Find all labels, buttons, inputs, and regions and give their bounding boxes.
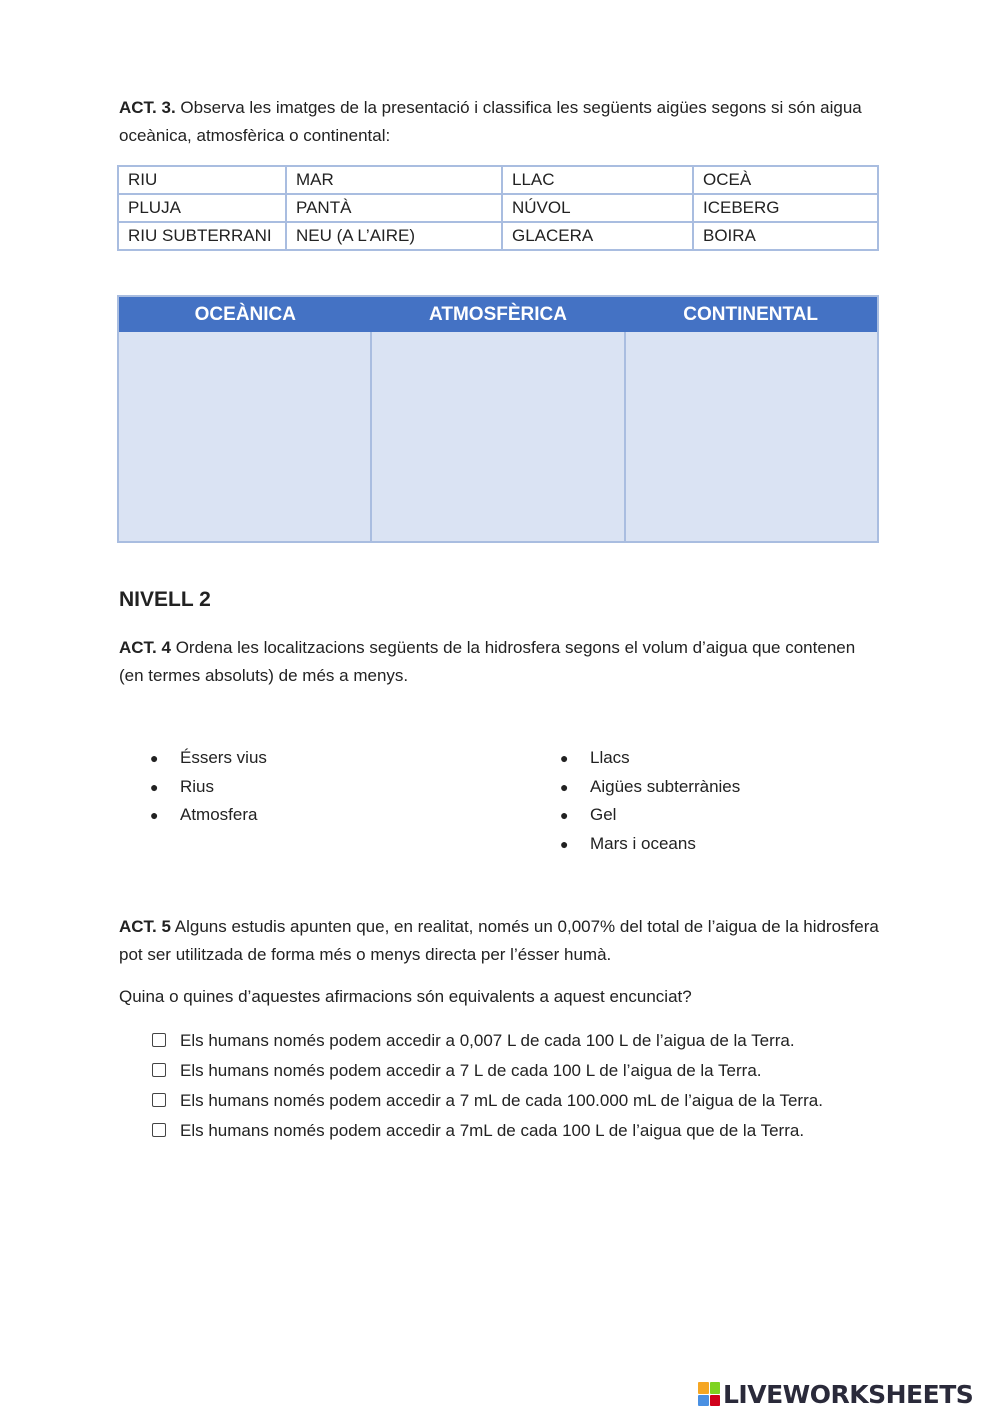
bullet-icon: ● bbox=[560, 750, 569, 766]
drop-zone-continental[interactable] bbox=[626, 332, 877, 541]
classification-header bbox=[119, 297, 877, 332]
word-cell[interactable]: PLUJA bbox=[118, 194, 286, 222]
list-item[interactable] bbox=[560, 801, 740, 830]
act4-instructions bbox=[119, 634, 879, 690]
bullet-icon: ● bbox=[150, 807, 159, 823]
list-item[interactable] bbox=[150, 801, 267, 830]
level-title: NIVELL 2 bbox=[119, 588, 211, 611]
bullet-icon: ● bbox=[560, 778, 569, 795]
word-cell[interactable]: LLAC bbox=[502, 166, 693, 194]
classification-table bbox=[117, 295, 879, 543]
drop-zone-oceanica[interactable] bbox=[119, 332, 372, 541]
word-cell[interactable]: NÚVOL bbox=[502, 194, 693, 222]
word-cell[interactable]: RIU bbox=[118, 166, 286, 194]
list-item[interactable] bbox=[560, 773, 740, 802]
word-cell[interactable]: BOIRA bbox=[693, 222, 878, 250]
option-label: Els humans només podem accedir a 7 L de cada 100 L de l’aigua de la Terra. bbox=[180, 1061, 762, 1080]
word-cell[interactable]: NEU (A L’AIRE) bbox=[286, 222, 502, 250]
bullet-icon: ● bbox=[560, 807, 569, 823]
option-item[interactable] bbox=[152, 1116, 823, 1146]
list-item-label: Éssers vius bbox=[180, 748, 267, 767]
act4-label: ACT. 4 bbox=[119, 638, 171, 657]
hydrosphere-list-right bbox=[560, 744, 740, 858]
bullet-icon: ● bbox=[150, 778, 159, 795]
column-header-oceanica: OCEÀNICA bbox=[194, 304, 296, 325]
logo-square bbox=[710, 1382, 721, 1394]
act3-instructions bbox=[119, 94, 879, 150]
list-item-label: Rius bbox=[180, 776, 215, 796]
table-row bbox=[118, 222, 878, 250]
list-item-label: Llacs bbox=[590, 748, 630, 767]
act3-label: ACT. 3. bbox=[119, 98, 176, 117]
logo-text: LIVEWORKSHEETS bbox=[723, 1379, 974, 1409]
act5-options bbox=[152, 1026, 823, 1146]
option-item[interactable] bbox=[152, 1026, 823, 1056]
word-cell[interactable]: OCEÀ bbox=[693, 166, 878, 194]
classification-drop-zones bbox=[119, 332, 877, 541]
column-header-continental: CONTINENTAL bbox=[683, 304, 819, 325]
act3-text: Observa les imatges de la presentació i classifica les següents aigües segons si són aigua oceànica, atmosfèrica o continental: bbox=[119, 98, 862, 145]
act5-instructions bbox=[119, 913, 879, 969]
word-cell[interactable]: RIU SUBTERRANI bbox=[118, 222, 286, 250]
logo-square bbox=[698, 1395, 709, 1407]
option-item[interactable] bbox=[152, 1056, 823, 1086]
word-cell[interactable]: GLACERA bbox=[502, 222, 693, 250]
word-cell[interactable]: MAR bbox=[286, 166, 502, 194]
act4-text: Ordena les localitzacions següents de la hidrosfera segons el volum d’aigua que contenen (en termes absoluts) de més a menys. bbox=[119, 638, 856, 685]
option-label: Els humans només podem accedir a 7 mL de cada 100.000 mL de l’aigua de la Terra. bbox=[180, 1091, 823, 1110]
act5-text: Alguns estudis apunten que, en realitat, només un 0,007% del total de l’aigua de la hidrosfera pot ser utilitzada de forma més o menys directa per l’ésser humà. bbox=[119, 917, 879, 964]
word-bank-table bbox=[117, 165, 879, 251]
logo-square bbox=[710, 1395, 721, 1407]
word-cell[interactable]: PANTÀ bbox=[286, 194, 502, 222]
list-item[interactable] bbox=[150, 744, 267, 773]
checkbox-icon[interactable] bbox=[152, 1093, 166, 1107]
list-item[interactable] bbox=[560, 830, 740, 859]
list-item-label: Mars i oceans bbox=[590, 833, 696, 853]
option-label: Els humans només podem accedir a 0,007 L de cada 100 L de l’aigua de la Terra. bbox=[180, 1031, 795, 1050]
bullet-icon: ● bbox=[560, 835, 569, 852]
bullet-icon: ● bbox=[150, 750, 159, 766]
column-header-atmosferica: ATMOSFÈRICA bbox=[429, 304, 567, 325]
checkbox-icon[interactable] bbox=[152, 1033, 166, 1047]
option-label: Els humans només podem accedir a 7mL de cada 100 L de l’aigua que de la Terra. bbox=[180, 1121, 805, 1140]
list-item[interactable] bbox=[560, 744, 740, 773]
option-item[interactable] bbox=[152, 1086, 823, 1116]
liveworksheets-logo bbox=[698, 1379, 973, 1409]
drop-zone-atmosferica[interactable] bbox=[372, 332, 625, 541]
list-item-label: Aigües subterrànies bbox=[590, 776, 741, 796]
act5-label: ACT. 5 bbox=[119, 917, 171, 936]
table-row bbox=[118, 166, 878, 194]
list-item-label: Gel bbox=[590, 805, 617, 824]
list-item-label: Atmosfera bbox=[180, 805, 258, 824]
word-cell[interactable]: ICEBERG bbox=[693, 194, 878, 222]
checkbox-icon[interactable] bbox=[152, 1123, 166, 1137]
logo-mark-icon bbox=[698, 1382, 720, 1406]
checkbox-icon[interactable] bbox=[152, 1063, 166, 1077]
logo-square bbox=[698, 1382, 709, 1394]
table-row bbox=[118, 194, 878, 222]
hydrosphere-list-left bbox=[150, 744, 267, 830]
act5-question: Quina o quines d’aquestes afirmacions són equivalents a aquest encunciat? bbox=[119, 987, 692, 1006]
list-item[interactable] bbox=[150, 773, 267, 802]
